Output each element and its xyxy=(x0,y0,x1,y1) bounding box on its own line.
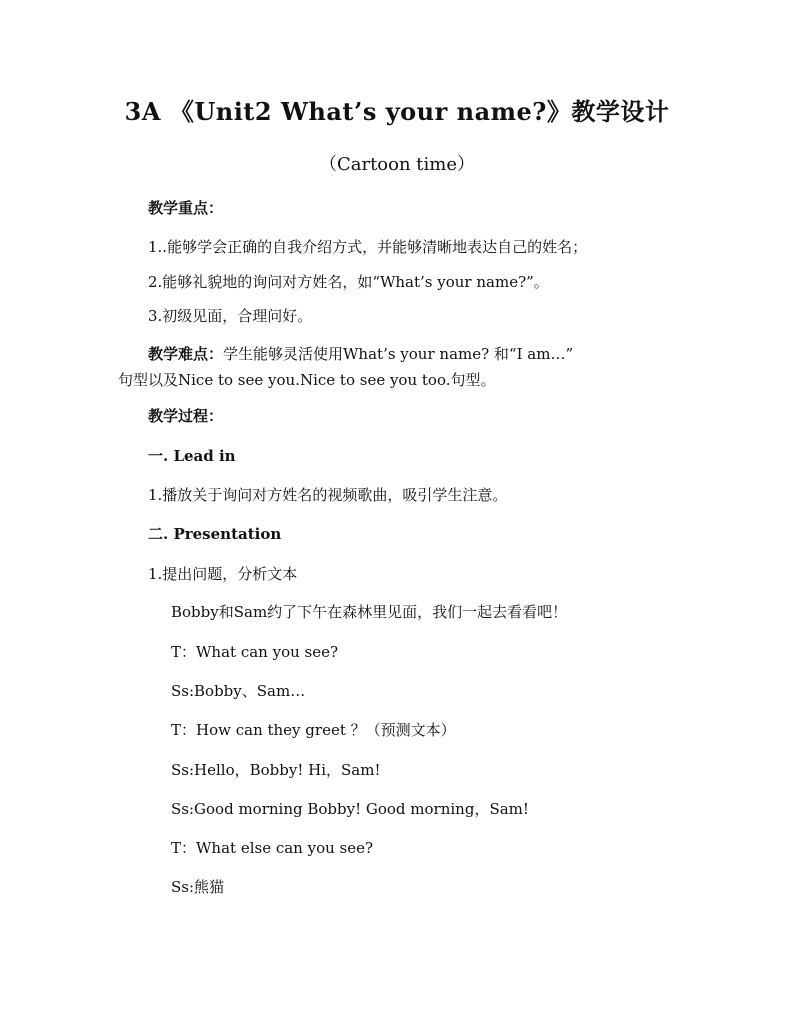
dialogue-line: Ss:Good morning Bobby! Good morning，Sam! xyxy=(171,800,529,818)
key-point-item: 2.能够礼貌地的询问对方姓名，如“What’s your name?”。 xyxy=(148,273,549,291)
key-point-item: 1..能够学会正确的自我介绍方式，并能够清晰地表达自己的姓名； xyxy=(148,238,588,256)
presentation-item: 1.提出问题，分析文本 xyxy=(148,565,298,583)
process-heading: 教学过程： xyxy=(148,407,224,425)
dialogue-line: T：How can they greet ？（预测文本） xyxy=(171,721,456,739)
key-point-item: 3.初级见面，合理问好。 xyxy=(148,307,313,325)
key-points-heading: 教学重点： xyxy=(148,199,224,217)
section-presentation-heading: 二. Presentation xyxy=(148,525,282,543)
document-subtitle: （Cartoon time） xyxy=(318,154,476,175)
section-lead-in-heading: 一. Lead in xyxy=(148,447,236,465)
dialogue-line: Ss:Bobby、Sam… xyxy=(171,682,306,700)
difficulties-text: 学生能够灵活使用What’s your name? 和“I am…” xyxy=(223,345,574,363)
lead-in-item: 1.播放关于询问对方姓名的视频歌曲，吸引学生注意。 xyxy=(148,486,508,504)
dialogue-line: Ss:Hello，Bobby! Hi，Sam! xyxy=(171,761,381,779)
difficulties-label: 教学难点： xyxy=(148,345,224,363)
difficulties-text-continued: 句型以及Nice to see you.Nice to see you too.句型。 xyxy=(118,371,496,389)
dialogue-line: Bobby和Sam约了下午在森林里见面，我们一起去看看吧！ xyxy=(171,603,568,621)
dialogue-line: Ss:熊猫 xyxy=(171,878,225,896)
difficulties-paragraph xyxy=(148,343,573,364)
document-title: 3A 《Unit2 What’s your name?》教学设计 xyxy=(124,97,670,126)
dialogue-line: T：What else can you see? xyxy=(171,839,374,857)
dialogue-line: T：What can you see? xyxy=(171,643,339,661)
